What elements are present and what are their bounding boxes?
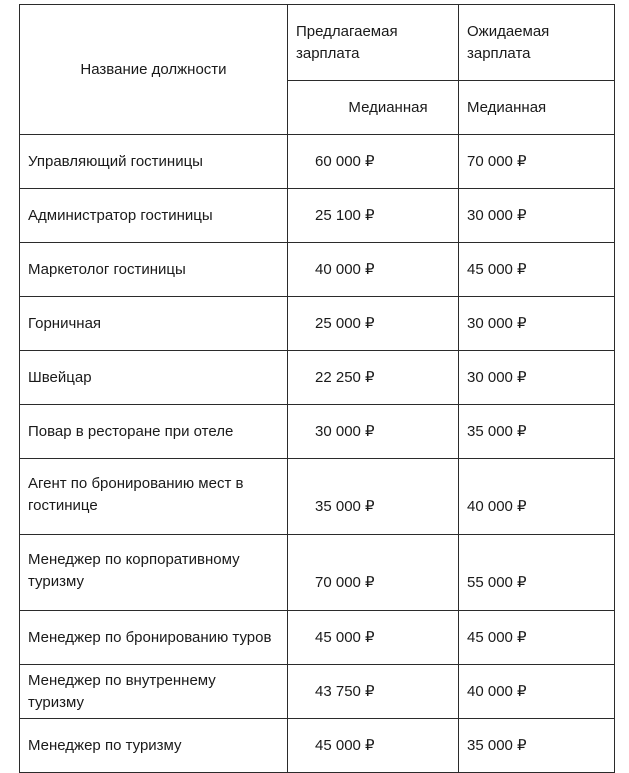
table-row [20, 189, 615, 243]
offered-salary-cell: 43 750 ₽ [288, 665, 459, 719]
offered-salary-cell: 45 000 ₽ [288, 719, 459, 773]
offered-salary-cell: 25 100 ₽ [288, 189, 459, 243]
position-cell: Управляющий гостиницы [20, 135, 288, 189]
expected-salary-cell: 40 000 ₽ [459, 665, 615, 719]
offered-salary-cell: 22 250 ₽ [288, 351, 459, 405]
offered-salary-cell: 45 000 ₽ [288, 611, 459, 665]
salary-table [19, 4, 615, 773]
expected-salary-cell: 45 000 ₽ [459, 611, 615, 665]
position-cell: Швейцар [20, 351, 288, 405]
table-row [20, 611, 615, 665]
position-cell: Администратор гостиницы [20, 189, 288, 243]
table-row [20, 535, 615, 611]
expected-salary-cell: 70 000 ₽ [459, 135, 615, 189]
header-expected-median: Медианная [459, 81, 615, 135]
table-row [20, 719, 615, 773]
position-cell: Горничная [20, 297, 288, 351]
offered-salary-cell: 70 000 ₽ [288, 535, 459, 611]
table-row [20, 351, 615, 405]
expected-salary-cell: 45 000 ₽ [459, 243, 615, 297]
header-offered: Предлагаемая зарплата [288, 5, 459, 81]
expected-salary-cell: 30 000 ₽ [459, 351, 615, 405]
expected-salary-cell: 30 000 ₽ [459, 297, 615, 351]
position-cell: Менеджер по корпоративному туризму [20, 535, 288, 611]
offered-salary-cell: 60 000 ₽ [288, 135, 459, 189]
position-cell: Менеджер по бронированию туров [20, 611, 288, 665]
table-row [20, 405, 615, 459]
expected-salary-cell: 35 000 ₽ [459, 405, 615, 459]
header-position: Название должности [20, 5, 288, 135]
table-row [20, 665, 615, 719]
offered-salary-cell: 25 000 ₽ [288, 297, 459, 351]
offered-salary-cell: 40 000 ₽ [288, 243, 459, 297]
offered-salary-cell: 30 000 ₽ [288, 405, 459, 459]
table-row [20, 459, 615, 535]
position-cell: Менеджер по внутреннему туризму [20, 665, 288, 719]
table-row [20, 135, 615, 189]
expected-salary-cell: 40 000 ₽ [459, 459, 615, 535]
header-offered-median: Медианная [288, 81, 459, 135]
table-row [20, 297, 615, 351]
offered-salary-cell: 35 000 ₽ [288, 459, 459, 535]
header-expected: Ожидаемая зарплата [459, 5, 615, 81]
expected-salary-cell: 30 000 ₽ [459, 189, 615, 243]
expected-salary-cell: 35 000 ₽ [459, 719, 615, 773]
header-row [20, 5, 615, 81]
table-row [20, 243, 615, 297]
position-cell: Агент по бронированию мест в гостинице [20, 459, 288, 535]
position-cell: Менеджер по туризму [20, 719, 288, 773]
position-cell: Повар в ресторане при отеле [20, 405, 288, 459]
expected-salary-cell: 55 000 ₽ [459, 535, 615, 611]
position-cell: Маркетолог гостиницы [20, 243, 288, 297]
